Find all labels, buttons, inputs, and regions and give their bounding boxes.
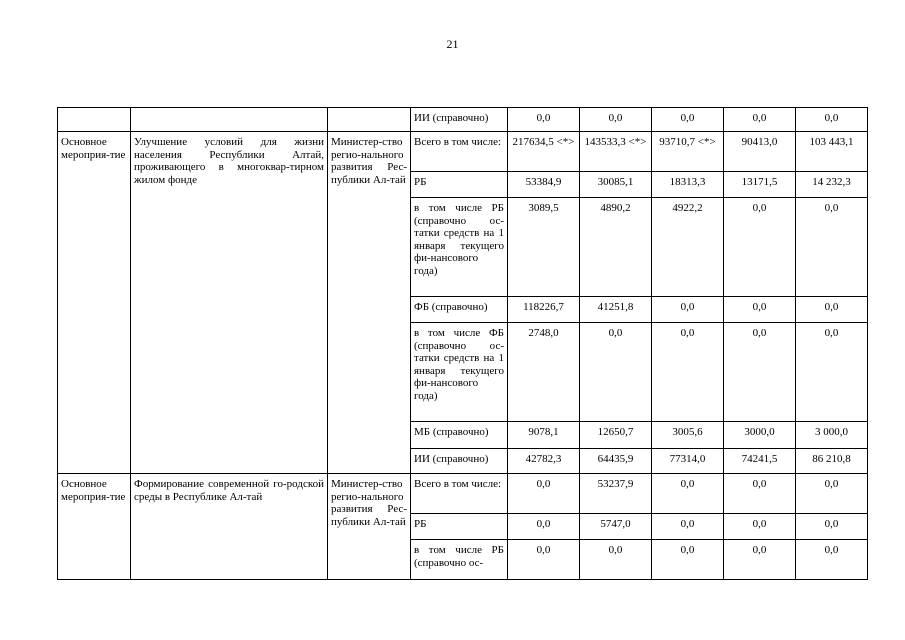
cell-type [58, 108, 131, 132]
cell-value: 13171,5 [724, 172, 796, 198]
cell-value: 143533,3 <*> [580, 132, 652, 172]
cell-value: 64435,9 [580, 449, 652, 474]
cell-executor [328, 108, 411, 132]
cell-source: МБ (справочно) [411, 422, 508, 449]
page-number: 21 [446, 37, 459, 51]
cell-value: 14 232,3 [796, 172, 868, 198]
table-row [58, 108, 868, 132]
cell-value: 4922,2 [652, 198, 724, 297]
cell-value: 0,0 [724, 108, 796, 132]
cell-value: 3005,6 [652, 422, 724, 449]
cell-value: 41251,8 [580, 297, 652, 323]
cell-value: 0,0 [796, 474, 868, 514]
cell-value: 77314,0 [652, 449, 724, 474]
cell-value: 118226,7 [508, 297, 580, 323]
cell-value: 0,0 [580, 108, 652, 132]
activity-name: Улучшение условий для жизни населения Республики Алтай, проживающего в многоквар-тирном жилом фонде [131, 132, 328, 474]
cell-value: 103 443,1 [796, 132, 868, 172]
cell-value: 3 000,0 [796, 422, 868, 449]
cell-value: 0,0 [724, 297, 796, 323]
cell-source: ФБ (справочно) [411, 297, 508, 323]
cell-value: 9078,1 [508, 422, 580, 449]
cell-source: Всего в том числе: [411, 474, 508, 514]
cell-value: 0,0 [508, 514, 580, 540]
activity-executor: Министер-ство регио-нального развития Рес-публики Ал-тай [328, 132, 411, 474]
cell-source: РБ [411, 514, 508, 540]
cell-source: в том числе ФБ (справочно ос-татки средств на 1 января текущего фи-нансового года) [411, 323, 508, 422]
activity-executor: Министер-ство регио-нального развития Рес-публики Ал-тай [328, 474, 411, 580]
cell-value: 86 210,8 [796, 449, 868, 474]
cell-value: 0,0 [796, 198, 868, 297]
cell-value: 4890,2 [580, 198, 652, 297]
cell-value: 0,0 [724, 198, 796, 297]
cell-value: 0,0 [724, 323, 796, 422]
cell-value: 0,0 [652, 514, 724, 540]
table-row [58, 474, 868, 514]
cell-source: ИИ (справочно) [411, 449, 508, 474]
cell-value: 0,0 [508, 108, 580, 132]
cell-value: 0,0 [652, 474, 724, 514]
cell-value: 0,0 [724, 514, 796, 540]
cell-source: ИИ (справочно) [411, 108, 508, 132]
cell-value: 74241,5 [724, 449, 796, 474]
cell-value: 0,0 [724, 474, 796, 514]
cell-value: 12650,7 [580, 422, 652, 449]
activity-name: Формирование современной го-родской среды в Республике Ал-тай [131, 474, 328, 580]
cell-name [131, 108, 328, 132]
cell-value: 0,0 [724, 540, 796, 580]
cell-value: 217634,5 <*> [508, 132, 580, 172]
table-row [58, 132, 868, 172]
cell-value: 0,0 [580, 323, 652, 422]
cell-value: 90413,0 [724, 132, 796, 172]
cell-value: 0,0 [796, 297, 868, 323]
cell-value: 0,0 [652, 297, 724, 323]
cell-value: 0,0 [796, 514, 868, 540]
cell-value: 42782,3 [508, 449, 580, 474]
cell-value: 0,0 [508, 540, 580, 580]
cell-value: 3089,5 [508, 198, 580, 297]
cell-value: 53384,9 [508, 172, 580, 198]
cell-value: 0,0 [580, 540, 652, 580]
cell-source: в том числе РБ (справочно ос- [411, 540, 508, 580]
cell-value: 5747,0 [580, 514, 652, 540]
cell-value: 0,0 [796, 108, 868, 132]
cell-value: 0,0 [652, 323, 724, 422]
cell-value: 3000,0 [724, 422, 796, 449]
budget-table [57, 107, 868, 580]
cell-value: 0,0 [652, 540, 724, 580]
cell-value: 93710,7 <*> [652, 132, 724, 172]
cell-value: 0,0 [508, 474, 580, 514]
cell-source: Всего в том числе: [411, 132, 508, 172]
activity-type: Основное мероприя-тие [58, 474, 131, 580]
cell-value: 53237,9 [580, 474, 652, 514]
cell-value: 18313,3 [652, 172, 724, 198]
cell-value: 0,0 [796, 323, 868, 422]
activity-type: Основное мероприя-тие [58, 132, 131, 474]
cell-source: в том числе РБ (справочно ос-татки средств на 1 января текущего фи-нансового года) [411, 198, 508, 297]
cell-value: 30085,1 [580, 172, 652, 198]
cell-source: РБ [411, 172, 508, 198]
cell-value: 0,0 [796, 540, 868, 580]
cell-value: 2748,0 [508, 323, 580, 422]
cell-value: 0,0 [652, 108, 724, 132]
